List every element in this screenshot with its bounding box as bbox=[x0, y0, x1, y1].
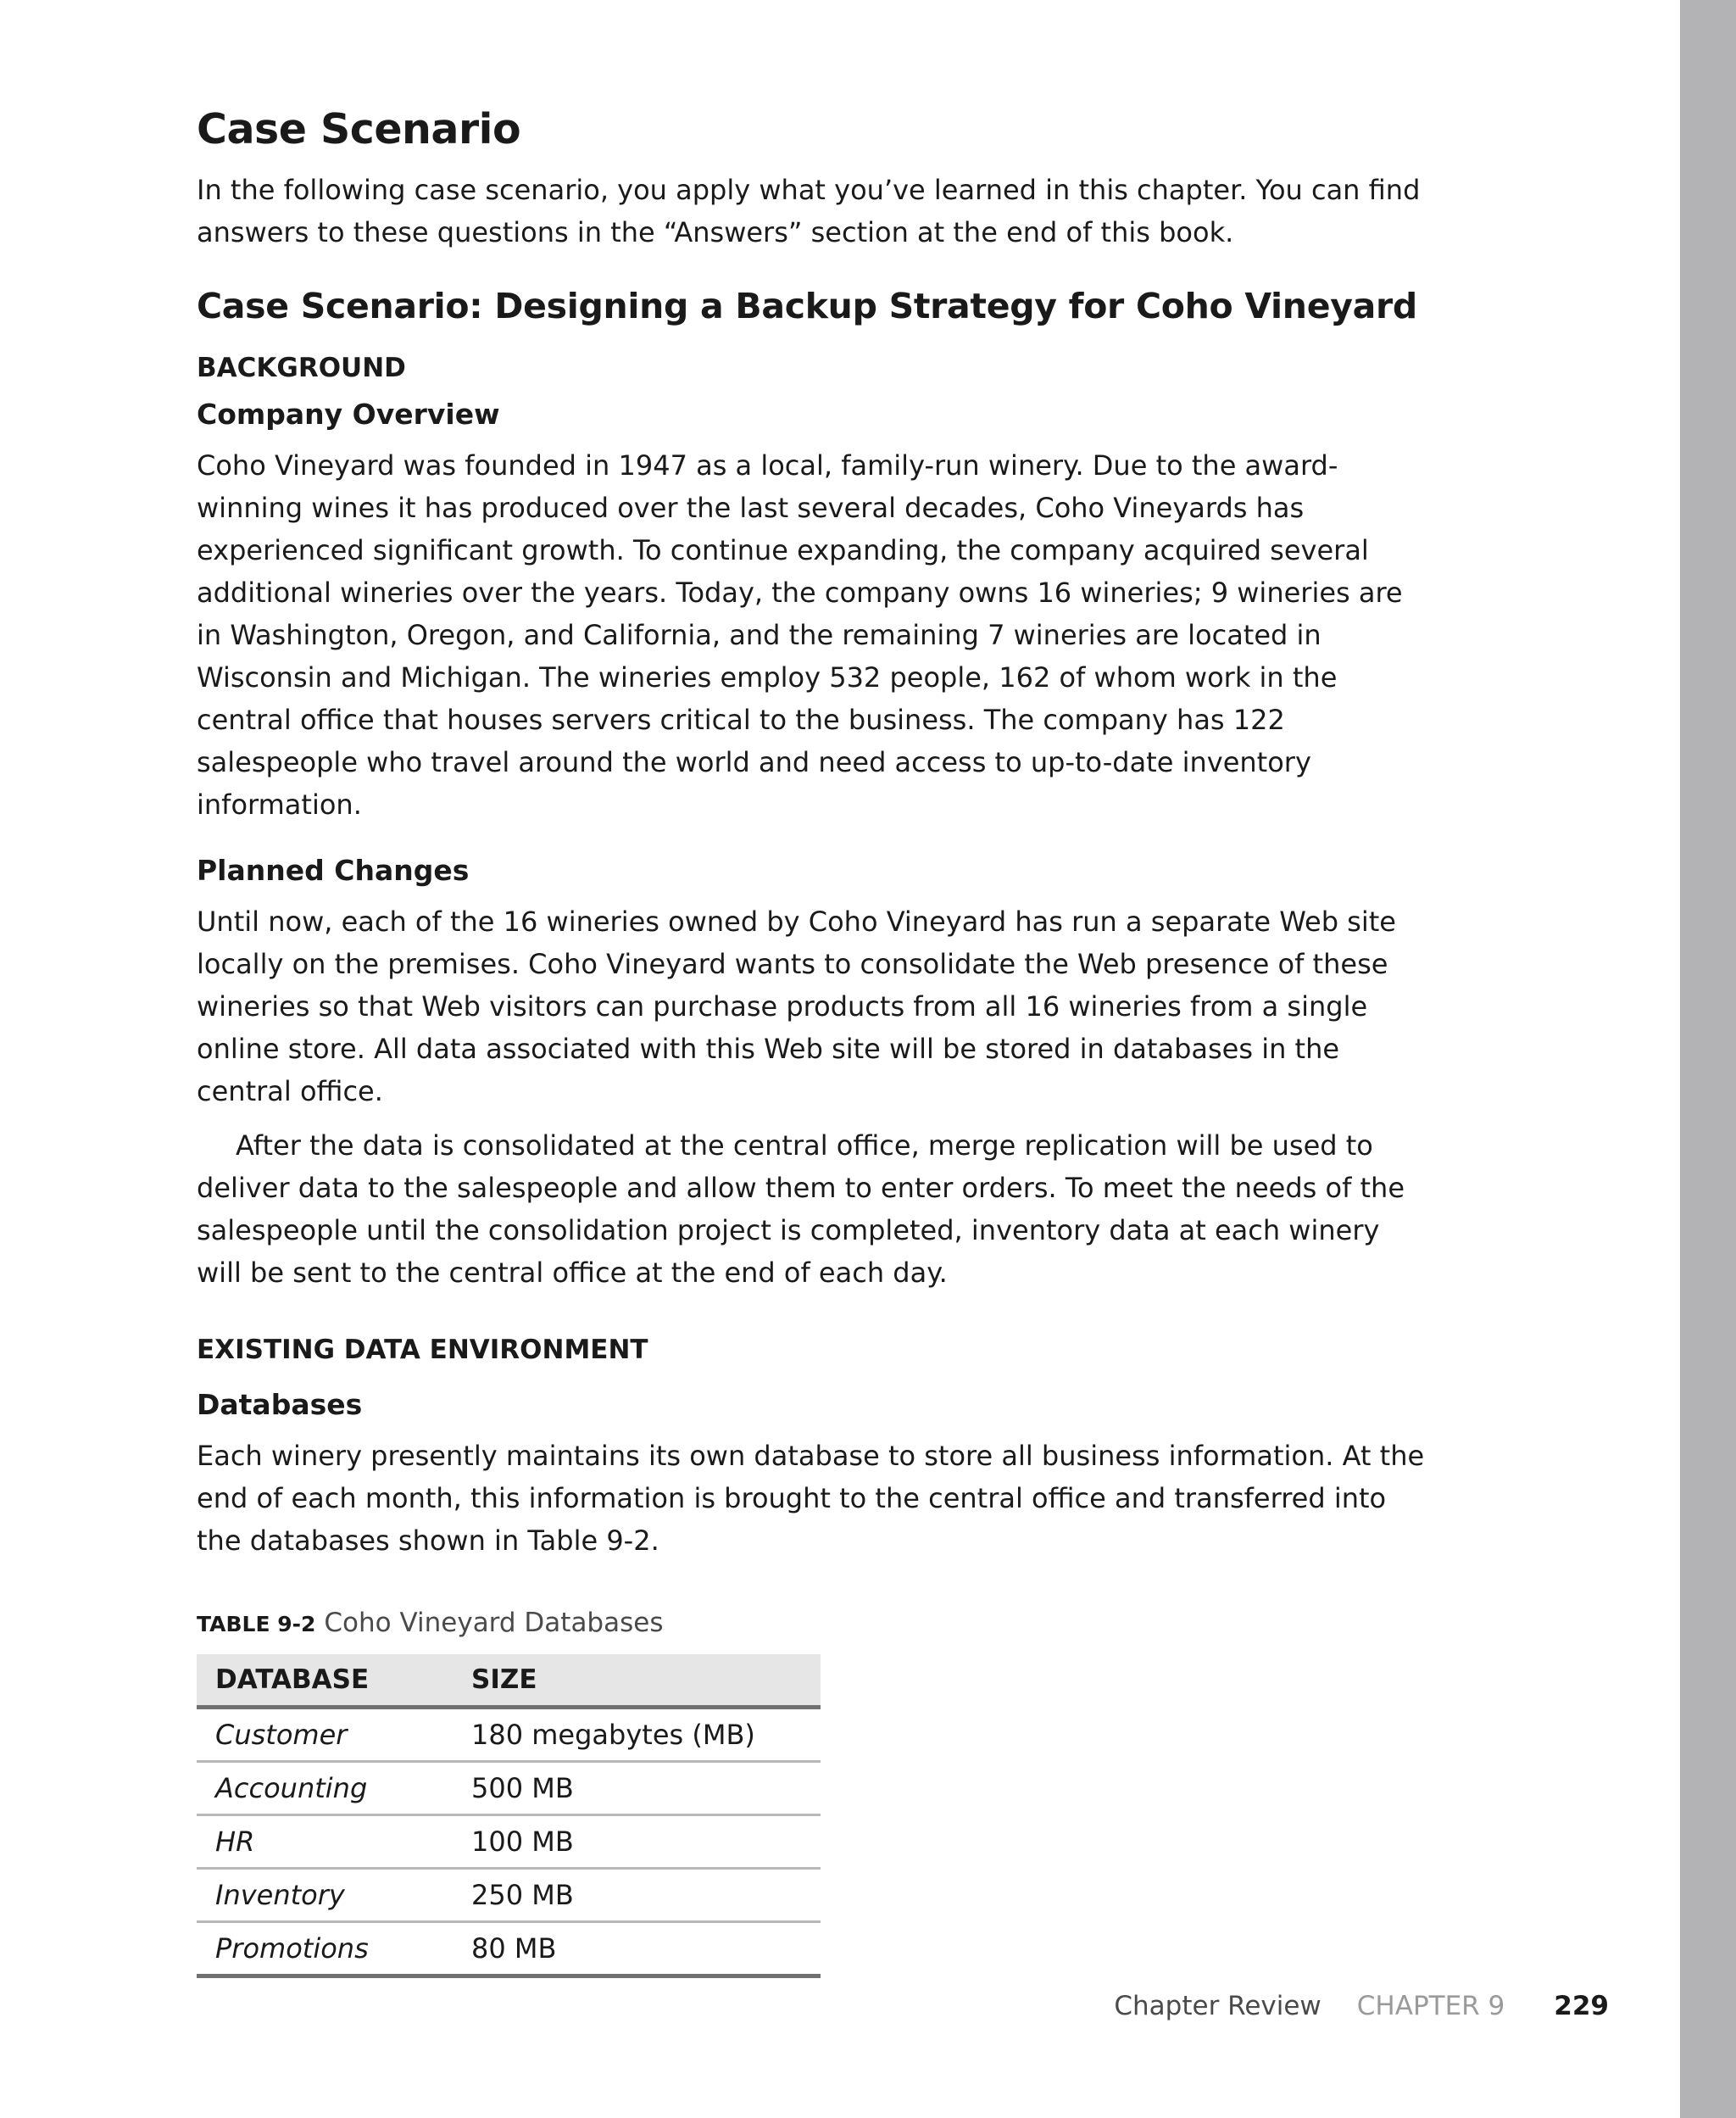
planned-changes-paragraph-1: Until now, each of the 16 wineries owned by Coho Vineyard has run a separate Web site locally on the premises. Coho Vineyard wants to consolidate the Web presence of these wineries so that Web visitors can purchase products from all 16 wineries from a single online store. All data associated with this Web site will be stored in databases in the central office. bbox=[197, 905, 1396, 1107]
table-header-database: DATABASE bbox=[197, 1654, 453, 1708]
planned-changes-title: Planned Changes bbox=[197, 853, 470, 887]
page-content bbox=[197, 105, 1426, 1978]
database-name-cell: Customer bbox=[197, 1707, 453, 1761]
existing-environment-label: EXISTING DATA ENVIRONMENT bbox=[197, 1334, 648, 1365]
background-label: BACKGROUND bbox=[197, 352, 406, 383]
page-title: Case Scenario bbox=[197, 105, 521, 153]
table-row bbox=[197, 1921, 821, 1976]
database-size-cell: 500 MB bbox=[453, 1761, 821, 1814]
table-row bbox=[197, 1707, 821, 1761]
database-size-cell: 180 megabytes (MB) bbox=[453, 1707, 821, 1761]
databases-text: Each winery presently maintains its own database to store all business information. At the end of each month, this information is brought to the central office and transferred into the databases shown in Table 9-2. bbox=[197, 1439, 1425, 1557]
database-size-cell: 80 MB bbox=[453, 1921, 821, 1976]
database-size-cell: 100 MB bbox=[453, 1814, 821, 1868]
footer-section-label: Chapter Review bbox=[1114, 1991, 1321, 2021]
database-name-cell: Accounting bbox=[197, 1761, 453, 1814]
scenario-title: Case Scenario: Designing a Backup Strategy for Coho Vineyard bbox=[197, 285, 1417, 326]
database-name-cell: HR bbox=[197, 1814, 453, 1868]
company-overview-title: Company Overview bbox=[197, 397, 500, 431]
table-row bbox=[197, 1814, 821, 1868]
table-caption-title: Coho Vineyard Databases bbox=[324, 1607, 664, 1638]
page-edge-bar bbox=[1680, 0, 1736, 2118]
table-caption bbox=[197, 1604, 1426, 1646]
database-size-cell: 250 MB bbox=[453, 1868, 821, 1921]
databases-table bbox=[197, 1654, 821, 1978]
table-row bbox=[197, 1761, 821, 1814]
databases-title: Databases bbox=[197, 1387, 363, 1421]
footer-chapter-label: CHAPTER 9 bbox=[1356, 1991, 1505, 2021]
intro-text: In the following case scenario, you apply what you’ve learned in this chapter. You can find answers to these questions in the “Answers” section at the end of this book. bbox=[197, 173, 1421, 248]
table-header-row bbox=[197, 1654, 821, 1708]
page-footer bbox=[1114, 1991, 1609, 2021]
database-name-cell: Promotions bbox=[197, 1921, 453, 1976]
company-overview-text: Coho Vineyard was founded in 1947 as a local, family-run winery. Due to the award-winning wines it has produced over the last several decades, Coho Vineyards has experienced significant growth. To continue expanding, the company acquired several additional wineries over the years. Today, the company owns 16 wineries; 9 wineries are in Washington, Oregon, and California, and the remaining 7 wineries are located in Wisconsin and Michigan. The wineries employ 532 people, 162 of whom work in the central office that houses servers critical to the business. The company has 122 salespeople who travel around the world and need access to up-to-date inventory information. bbox=[197, 449, 1403, 821]
planned-changes-paragraph-2: After the data is consolidated at the central office, merge replication will be used to deliver data to the salespeople and allow them to enter orders. To meet the needs of the salespeople until the consolidation project is completed, inventory data at each winery will be sent to the central office at the end of each day. bbox=[197, 1129, 1405, 1289]
table-caption-number: TABLE 9-2 bbox=[197, 1611, 316, 1636]
table-header-size: SIZE bbox=[453, 1654, 821, 1708]
page-number: 229 bbox=[1554, 1991, 1609, 2021]
database-name-cell: Inventory bbox=[197, 1868, 453, 1921]
table-row bbox=[197, 1868, 821, 1921]
